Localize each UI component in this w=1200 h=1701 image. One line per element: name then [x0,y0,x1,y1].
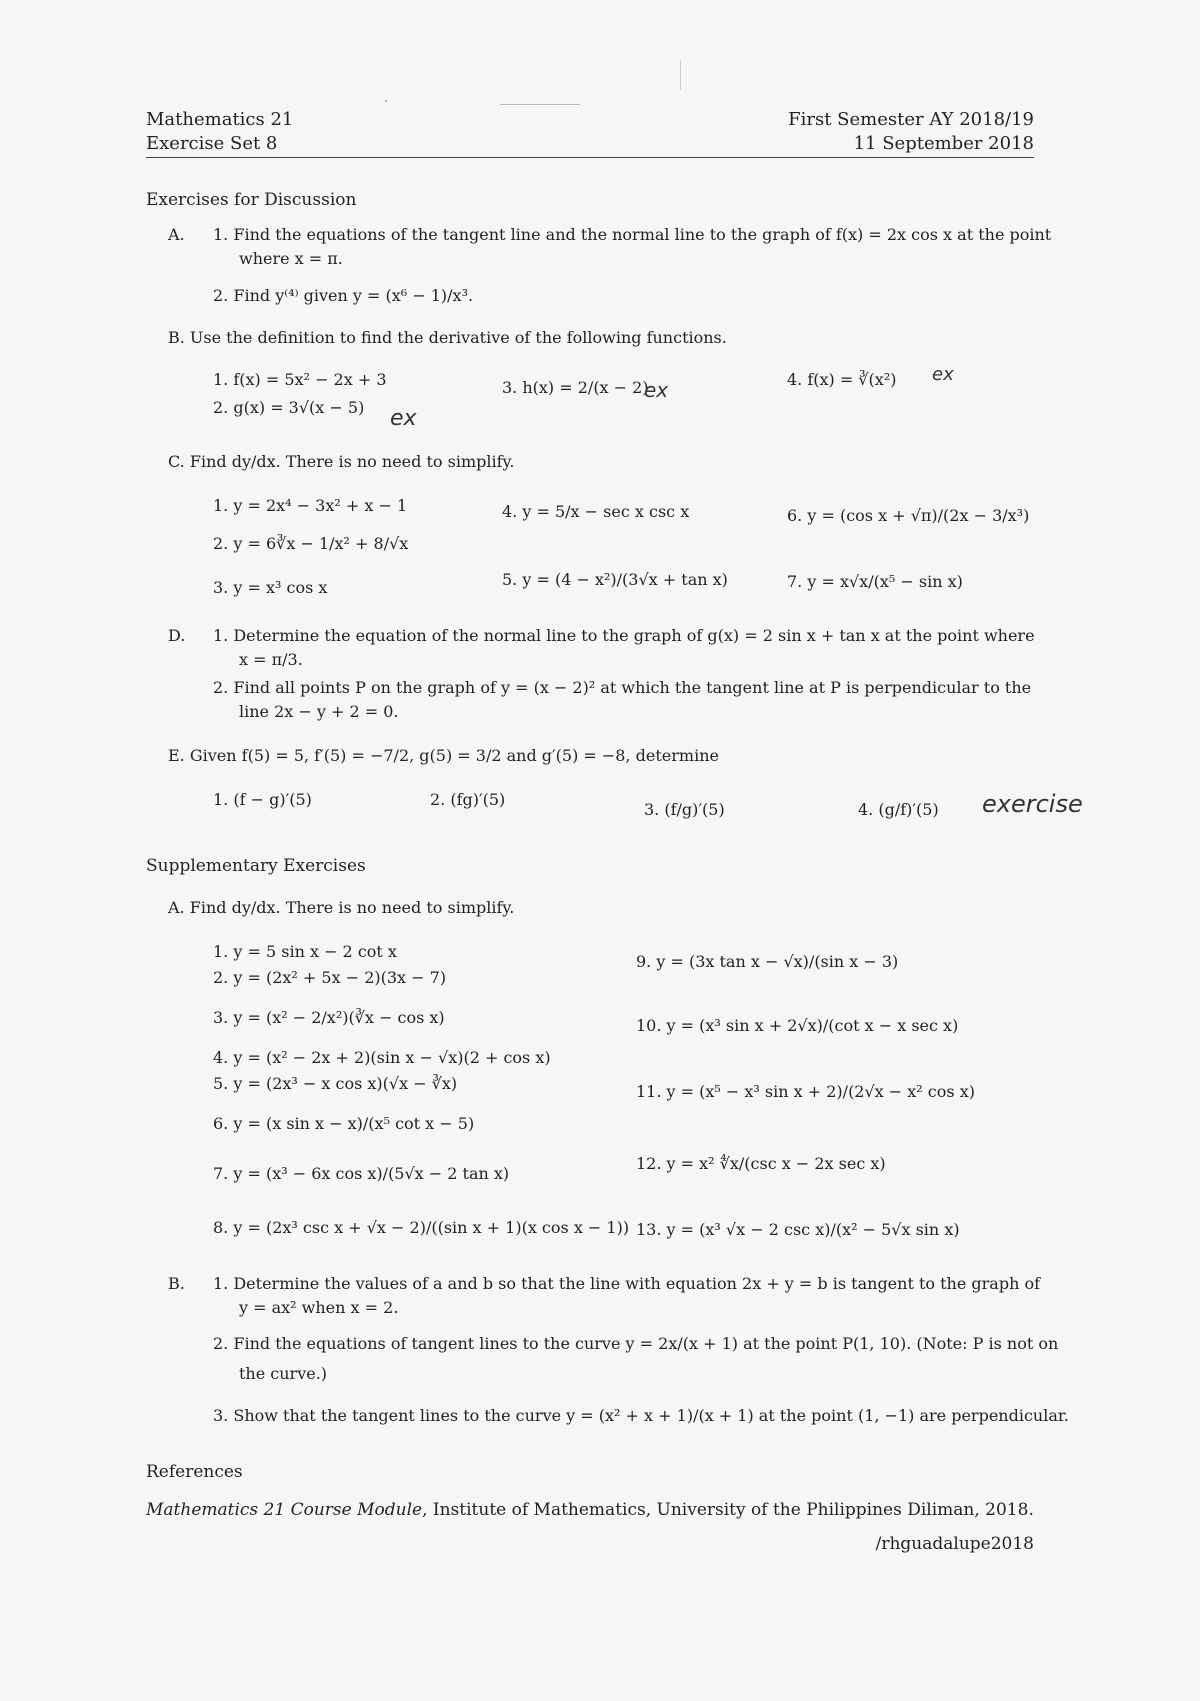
section-d-label: D. [168,626,186,645]
e-item-4: 4. (g/f)′(5) [858,800,939,819]
a-item-1-cont: where x = π. [239,249,343,268]
d-item-2-cont: line 2x − y + 2 = 0. [239,702,399,721]
reference-details: , Institute of Mathematics, University of the Philippines Diliman, 2018. [422,1500,1034,1520]
handwritten-exercise-note: exercise [982,790,1083,818]
supp-a-item-12: 12. y = x² ∜x/(csc x − 2x sec x) [636,1154,886,1173]
supp-b-item-2-cont: the curve.) [239,1364,328,1383]
scan-pencil-stroke [500,104,580,105]
supplementary-title: Supplementary Exercises [146,856,366,876]
c-item-7: 7. y = x√x/(x⁵ − sin x) [787,572,963,591]
author-signature: /rhguadalupe2018 [875,1534,1034,1554]
section-c-intro: C. Find dy/dx. There is no need to simplify. [168,452,515,471]
supp-b-item-2: 2. Find the equations of tangent lines to the curve y = 2x/(x + 1) at the point P(1, 10). (Note: P is not on [213,1334,1059,1353]
supp-b-item-1-cont: y = ax² when x = 2. [239,1298,399,1317]
c-item-2: 2. y = 6∛x − 1/x² + 8/√x [213,534,409,553]
handwritten-mark-ex-3: ex [932,364,954,385]
e-item-1: 1. (f − g)′(5) [213,790,312,809]
supp-a-item-4: 4. y = (x² − 2x + 2)(sin x − √x)(2 + cos x) [213,1048,551,1067]
scan-speck [385,100,387,102]
semester-label: First Semester AY 2018/19 [788,109,1034,130]
d-item-1-cont: x = π/3. [239,650,303,669]
supp-a-item-11: 11. y = (x⁵ − x³ sin x + 2)/(2√x − x² cos x) [636,1082,975,1101]
reference-citation [146,1500,1034,1520]
section-b-intro: B. Use the definition to find the derivative of the following functions. [168,328,727,347]
section-a-label: A. [168,225,185,244]
c-item-5: 5. y = (4 − x²)/(3√x + tan x) [502,570,728,589]
e-item-3: 3. (f/g)′(5) [644,800,725,819]
supp-b-item-3: 3. Show that the tangent lines to the curve y = (x² + x + 1)/(x + 1) at the point (1, −1) are perpendicular. [213,1406,1069,1425]
discussion-title: Exercises for Discussion [146,190,357,210]
supp-a-item-13: 13. y = (x³ √x − 2 csc x)/(x² − 5√x sin x) [636,1220,960,1239]
exercise-set-label: Exercise Set 8 [146,133,278,154]
supp-a-item-5: 5. y = (2x³ − x cos x)(√x − ∛x) [213,1074,458,1093]
handwritten-mark-ex-1: ex [390,406,417,431]
header-rule [146,157,1034,158]
handwritten-mark-ex-2: ex [644,378,669,402]
d-item-2: 2. Find all points P on the graph of y = (x − 2)² at which the tangent line at P is perpendicular to the [213,678,1032,697]
c-item-6: 6. y = (cos x + √π)/(2x − 3/x³) [787,506,1030,525]
supp-a-item-3: 3. y = (x² − 2/x²)(∛x − cos x) [213,1008,445,1027]
supp-a-item-9: 9. y = (3x tan x − √x)/(sin x − 3) [636,952,899,971]
b-item-4: 4. f(x) = ∛(x²) [787,370,897,389]
scan-fold-mark [680,60,681,90]
b-item-3: 3. h(x) = 2/(x − 2) [502,378,649,397]
b-item-2: 2. g(x) = 3√(x − 5) [213,398,365,417]
c-item-1: 1. y = 2x⁴ − 3x² + x − 1 [213,496,408,515]
d-item-1: 1. Determine the equation of the normal line to the graph of g(x) = 2 sin x + tan x at the point where [213,626,1035,645]
supp-a-item-2: 2. y = (2x² + 5x − 2)(3x − 7) [213,968,447,987]
supp-a-intro: A. Find dy/dx. There is no need to simplify. [168,898,515,917]
supp-a-item-1: 1. y = 5 sin x − 2 cot x [213,942,397,961]
a-item-1: 1. Find the equations of the tangent line and the normal line to the graph of f(x) = 2x cos x at the point [213,225,1052,244]
c-item-3: 3. y = x³ cos x [213,578,328,597]
supp-a-item-8: 8. y = (2x³ csc x + √x − 2)/((sin x + 1)(x cos x − 1)) [213,1218,630,1237]
supp-b-label: B. [168,1274,185,1293]
date-label: 11 September 2018 [853,133,1034,154]
course-title: Mathematics 21 [146,109,294,130]
supp-b-item-1: 1. Determine the values of a and b so that the line with equation 2x + y = b is tangent to the graph of [213,1274,1041,1293]
b-item-1: 1. f(x) = 5x² − 2x + 3 [213,370,387,389]
references-title: References [146,1462,243,1482]
supp-a-item-10: 10. y = (x³ sin x + 2√x)/(cot x − x sec x) [636,1016,959,1035]
a-item-2: 2. Find y⁽⁴⁾ given y = (x⁶ − 1)/x³. [213,286,474,305]
e-item-2: 2. (fg)′(5) [430,790,506,809]
supp-a-item-6: 6. y = (x sin x − x)/(x⁵ cot x − 5) [213,1114,475,1133]
section-e-intro: E. Given f(5) = 5, f′(5) = −7/2, g(5) = 3/2 and g′(5) = −8, determine [168,746,719,765]
c-item-4: 4. y = 5/x − sec x csc x [502,502,690,521]
supp-a-item-7: 7. y = (x³ − 6x cos x)/(5√x − 2 tan x) [213,1164,510,1183]
reference-book-title: Mathematics 21 Course Module [146,1500,423,1520]
